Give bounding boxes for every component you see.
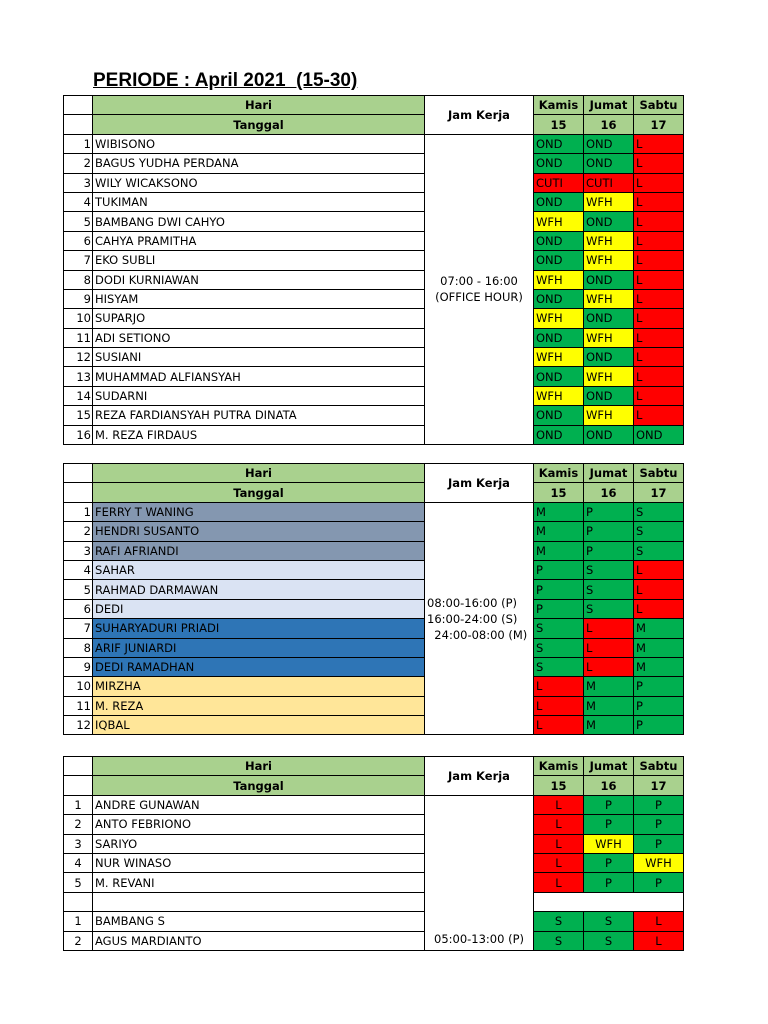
status-cell: S [584, 931, 634, 950]
table-row [64, 931, 684, 950]
table-row [64, 541, 684, 560]
status-cell: L [634, 212, 684, 231]
status-cell: P [634, 834, 684, 853]
schedule-table-shift [63, 463, 684, 735]
status-cell: M [634, 619, 684, 638]
employee-name: CAHYA PRAMITHA [93, 231, 425, 250]
table-row [64, 328, 684, 347]
table-row [64, 619, 684, 638]
status-cell: OND [584, 134, 634, 153]
employee-name: DODI KURNIAWAN [93, 270, 425, 289]
status-cell: P [534, 580, 584, 599]
table-row [64, 873, 684, 892]
status-cell: WFH [584, 231, 634, 250]
day-header: Jumat [584, 96, 634, 115]
status-cell: WFH [534, 270, 584, 289]
status-cell: OND [634, 425, 684, 444]
employee-name: HENDRI SUSANTO [93, 522, 425, 541]
status-cell: S [534, 619, 584, 638]
employee-name: MUHAMMAD ALFIANSYAH [93, 367, 425, 386]
status-cell: S [534, 657, 584, 676]
status-cell: CUTI [534, 173, 584, 192]
row-number: 6 [64, 231, 93, 250]
status-cell: L [584, 638, 634, 657]
row-number: 11 [64, 696, 93, 715]
status-cell: OND [584, 386, 634, 405]
status-cell: L [634, 173, 684, 192]
date-header: 17 [634, 776, 684, 795]
status-cell: L [634, 289, 684, 308]
status-cell: L [534, 716, 584, 735]
table-row [64, 231, 684, 250]
status-cell: L [584, 657, 634, 676]
status-cell: WFH [634, 853, 684, 872]
row-number: 16 [64, 425, 93, 444]
employee-name: RAHMAD DARMAWAN [93, 580, 425, 599]
status-cell: L [634, 386, 684, 405]
status-cell: P [634, 815, 684, 834]
table-row [64, 599, 684, 618]
status-cell: OND [534, 231, 584, 250]
status-cell: P [584, 815, 634, 834]
status-cell: S [584, 599, 634, 618]
status-cell: L [634, 912, 684, 931]
table-row [64, 677, 684, 696]
date-header: 16 [584, 483, 634, 502]
table-row [64, 580, 684, 599]
employee-name: SUDARNI [93, 386, 425, 405]
employee-name: M. REVANI [93, 873, 425, 892]
status-cell: S [584, 912, 634, 931]
row-number: 2 [64, 522, 93, 541]
corner-cell [64, 483, 93, 502]
table-row [64, 270, 684, 289]
status-cell: L [534, 677, 584, 696]
status-cell: OND [584, 309, 634, 328]
status-cell: WFH [584, 834, 634, 853]
day-header: Jumat [584, 757, 634, 776]
jam-kerja-header: Jam Kerja [425, 96, 534, 135]
status-cell: L [634, 192, 684, 211]
status-cell: WFH [584, 406, 634, 425]
status-cell: CUTI [584, 173, 634, 192]
status-cell: WFH [534, 386, 584, 405]
employee-name: TUKIMAN [93, 192, 425, 211]
status-cell: WFH [584, 367, 634, 386]
row-number: 15 [64, 406, 93, 425]
date-header: 17 [634, 483, 684, 502]
table-row [64, 834, 684, 853]
day-header: Sabtu [634, 464, 684, 483]
table-row [64, 815, 684, 834]
row-number: 4 [64, 192, 93, 211]
status-cell: L [634, 251, 684, 270]
status-cell: WFH [534, 309, 584, 328]
row-number: 14 [64, 386, 93, 405]
status-cell: P [584, 541, 634, 560]
row-number: 4 [64, 853, 93, 872]
employee-name: WILY WICAKSONO [93, 173, 425, 192]
table-row [64, 173, 684, 192]
table-row [64, 134, 684, 153]
row-number: 7 [64, 619, 93, 638]
row-number: 11 [64, 328, 93, 347]
hari-header: Hari [93, 96, 425, 115]
status-cell: P [634, 677, 684, 696]
row-number: 6 [64, 599, 93, 618]
row-number: 5 [64, 580, 93, 599]
status-cell: S [584, 580, 634, 599]
status-cell: L [634, 367, 684, 386]
table-row [64, 251, 684, 270]
row-number: 9 [64, 289, 93, 308]
row-number: 2 [64, 154, 93, 173]
employee-name: NUR WINASO [93, 853, 425, 872]
date-header: 16 [584, 776, 634, 795]
day-header: Kamis [534, 96, 584, 115]
status-cell: OND [584, 212, 634, 231]
row-number: 3 [64, 541, 93, 560]
status-cell: OND [534, 134, 584, 153]
status-cell: M [634, 657, 684, 676]
employee-name: ADI SETIONO [93, 328, 425, 347]
employee-name: MIRZHA [93, 677, 425, 696]
day-header: Kamis [534, 757, 584, 776]
employee-name: SARIYO [93, 834, 425, 853]
page-title: PERIODE : April 2021 (15-30) [93, 70, 358, 91]
status-cell: S [584, 560, 634, 579]
status-cell: L [634, 309, 684, 328]
table-row [64, 154, 684, 173]
employee-name: ARIF JUNIARDI [93, 638, 425, 657]
status-cell: OND [534, 192, 584, 211]
status-cell: OND [534, 406, 584, 425]
status-cell: L [534, 873, 584, 892]
row-number: 12 [64, 348, 93, 367]
row-number: 8 [64, 638, 93, 657]
table-row [64, 795, 684, 814]
corner-cell [64, 757, 93, 776]
status-cell: L [534, 815, 584, 834]
status-cell: OND [534, 425, 584, 444]
table-row [64, 386, 684, 405]
status-cell: L [634, 348, 684, 367]
hari-header: Hari [93, 464, 425, 483]
status-cell: OND [584, 425, 634, 444]
status-cell: M [584, 677, 634, 696]
tanggal-header: Tanggal [93, 776, 425, 795]
table-row [64, 696, 684, 715]
work-hours: 08:00-16:00 (P) 16:00-24:00 (S) 24:00-08:00 (M) [425, 502, 534, 735]
table-row [64, 192, 684, 211]
empty-cell [634, 892, 684, 911]
row-number: 2 [64, 931, 93, 950]
tanggal-header: Tanggal [93, 483, 425, 502]
date-header: 16 [584, 115, 634, 134]
status-cell: S [634, 522, 684, 541]
schedule-table-morning [63, 756, 684, 951]
employee-name: BAGUS YUDHA PERDANA [93, 154, 425, 173]
status-cell: WFH [584, 328, 634, 347]
table-row [64, 309, 684, 328]
table-row [64, 289, 684, 308]
corner-cell [64, 776, 93, 795]
table-row [64, 560, 684, 579]
row-number: 9 [64, 657, 93, 676]
status-cell: OND [584, 270, 634, 289]
corner-cell [64, 464, 93, 483]
hari-header: Hari [93, 757, 425, 776]
table-row [64, 522, 684, 541]
status-cell: WFH [584, 192, 634, 211]
status-cell: L [634, 134, 684, 153]
row-number: 5 [64, 212, 93, 231]
row-number: 1 [64, 912, 93, 931]
row-number: 4 [64, 560, 93, 579]
table-row [64, 502, 684, 521]
status-cell: WFH [584, 251, 634, 270]
row-number: 3 [64, 173, 93, 192]
table-row [64, 638, 684, 657]
day-header: Sabtu [634, 96, 684, 115]
status-cell: P [634, 716, 684, 735]
status-cell: L [634, 231, 684, 250]
status-cell: M [584, 716, 634, 735]
empty-cell [534, 892, 584, 911]
status-cell: L [534, 795, 584, 814]
status-cell: L [534, 853, 584, 872]
row-number: 10 [64, 309, 93, 328]
employee-name: DEDI [93, 599, 425, 618]
row-number: 5 [64, 873, 93, 892]
employee-name: SUSIANI [93, 348, 425, 367]
status-cell: M [584, 696, 634, 715]
status-cell: OND [534, 289, 584, 308]
employee-name: SAHAR [93, 560, 425, 579]
employee-name: AGUS MARDIANTO [93, 931, 425, 950]
row-number: 13 [64, 367, 93, 386]
status-cell: L [634, 270, 684, 289]
schedule-table-office [63, 95, 684, 445]
employee-name: SUHARYADURI PRIADI [93, 619, 425, 638]
status-cell: L [634, 560, 684, 579]
status-cell: P [534, 599, 584, 618]
row-number: 12 [64, 716, 93, 735]
employee-name: REZA FARDIANSYAH PUTRA DINATA [93, 406, 425, 425]
row-number: 1 [64, 502, 93, 521]
work-hours: 05:00-13:00 (P) [425, 795, 534, 950]
table-row [64, 912, 684, 931]
status-cell: L [534, 834, 584, 853]
row-number: 7 [64, 251, 93, 270]
jam-kerja-header: Jam Kerja [425, 464, 534, 503]
status-cell: P [534, 560, 584, 579]
table-row [64, 212, 684, 231]
employee-name: RAFI AFRIANDI [93, 541, 425, 560]
status-cell: S [634, 502, 684, 521]
status-cell: OND [534, 251, 584, 270]
corner-cell [64, 115, 93, 134]
spacer-row [64, 892, 684, 911]
status-cell: P [584, 873, 634, 892]
employee-name: IQBAL [93, 716, 425, 735]
employee-name: ANDRE GUNAWAN [93, 795, 425, 814]
status-cell: WFH [584, 289, 634, 308]
status-cell: S [534, 638, 584, 657]
table-row [64, 367, 684, 386]
employee-name: EKO SUBLI [93, 251, 425, 270]
status-cell: WFH [534, 212, 584, 231]
status-cell: M [534, 541, 584, 560]
table-row [64, 348, 684, 367]
row-number: 1 [64, 134, 93, 153]
row-number: 2 [64, 815, 93, 834]
status-cell: OND [534, 154, 584, 173]
status-cell: L [534, 696, 584, 715]
status-cell: L [634, 599, 684, 618]
day-header: Kamis [534, 464, 584, 483]
date-header: 15 [534, 483, 584, 502]
work-hours: 07:00 - 16:00 (OFFICE HOUR) [425, 134, 534, 444]
status-cell: L [634, 154, 684, 173]
status-cell: OND [584, 348, 634, 367]
date-header: 15 [534, 776, 584, 795]
row-number: 8 [64, 270, 93, 289]
row-number: 1 [64, 795, 93, 814]
status-cell: M [534, 522, 584, 541]
status-cell: L [634, 406, 684, 425]
employee-name: DEDI RAMADHAN [93, 657, 425, 676]
employee-name: M. REZA FIRDAUS [93, 425, 425, 444]
table-row [64, 716, 684, 735]
day-header: Sabtu [634, 757, 684, 776]
table-row [64, 425, 684, 444]
status-cell: WFH [534, 348, 584, 367]
status-cell: M [634, 638, 684, 657]
status-cell: P [634, 873, 684, 892]
employee-name: SUPARJO [93, 309, 425, 328]
status-cell: L [634, 580, 684, 599]
status-cell: L [634, 931, 684, 950]
empty-cell [64, 892, 93, 911]
status-cell: P [584, 853, 634, 872]
date-header: 15 [534, 115, 584, 134]
jam-kerja-header: Jam Kerja [425, 757, 534, 796]
tanggal-header: Tanggal [93, 115, 425, 134]
status-cell: OND [584, 154, 634, 173]
status-cell: P [634, 696, 684, 715]
employee-name: ANTO FEBRIONO [93, 815, 425, 834]
table-row [64, 406, 684, 425]
status-cell: P [584, 502, 634, 521]
status-cell: P [584, 795, 634, 814]
status-cell: M [534, 502, 584, 521]
corner-cell [64, 96, 93, 115]
status-cell: S [634, 541, 684, 560]
row-number: 10 [64, 677, 93, 696]
status-cell: P [584, 522, 634, 541]
table-row [64, 657, 684, 676]
employee-name: BAMBANG S [93, 912, 425, 931]
status-cell: S [534, 931, 584, 950]
status-cell: OND [534, 328, 584, 347]
employee-name: BAMBANG DWI CAHYO [93, 212, 425, 231]
empty-cell [584, 892, 634, 911]
status-cell: S [534, 912, 584, 931]
row-number: 3 [64, 834, 93, 853]
status-cell: L [634, 328, 684, 347]
employee-name: WIBISONO [93, 134, 425, 153]
status-cell: OND [534, 367, 584, 386]
empty-cell [93, 892, 425, 911]
employee-name: FERRY T WANING [93, 502, 425, 521]
employee-name: HISYAM [93, 289, 425, 308]
status-cell: P [634, 795, 684, 814]
day-header: Jumat [584, 464, 634, 483]
employee-name: M. REZA [93, 696, 425, 715]
table-row [64, 853, 684, 872]
status-cell: L [584, 619, 634, 638]
date-header: 17 [634, 115, 684, 134]
